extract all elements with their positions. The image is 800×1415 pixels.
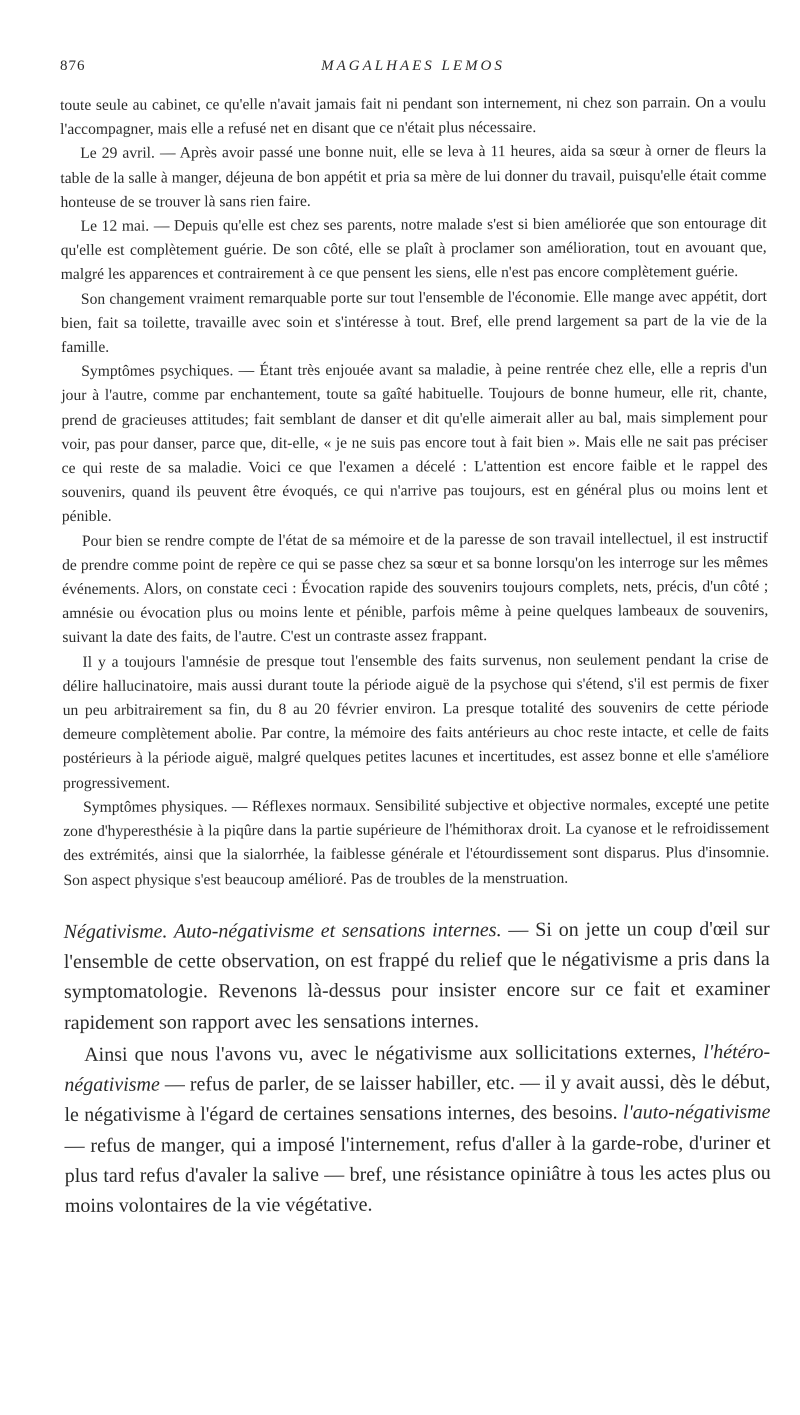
large-print-section: [64, 914, 771, 1222]
body-text: [60, 91, 771, 1222]
italic-term: l'hétéro-négativisme: [64, 1040, 771, 1097]
paragraph: Pour bien se rendre compte de l'état de sa mémoire et de la paresse de son travail intellectuel, il est instructif de prendre comme point de repère ce qui se passe chez sa sœur et sa bonne lorsqu'on les interroge sur les mêmes événements. Alors, on constate ceci : Évocation rapide des souvenirs toujours complets, nets, précis, d'un côté ; amnésie ou évocation plus ou moins lente et pénible, parfois même à peine quelques lambeaux de souvenirs, suivant la date des faits, de l'autre. C'est un contraste assez frappant.: [62, 529, 769, 647]
section-heading: Négativisme. Auto-négativisme et sensations internes.: [63, 918, 502, 943]
paragraph: Son changement vraiment remarquable porte sur tout l'ensemble de l'économie. Elle mange avec appétit, dort bien, fait sa toilette, travaille avec soin et s'intéresse à tout. Bref, elle prend largement sa part de la vie de la famille.: [60, 287, 768, 357]
paragraph-text: — refus de manger, qui a imposé l'internement, refus d'aller à la garde-robe, d'uriner et plus tard refus d'avaler la salive — bref, une résistance opiniâtre à tous les actes plus ou moins volontaires de la vie végétative.: [64, 1131, 771, 1218]
paragraph-text: Ainsi que nous l'avons vu, avec le négativisme aux sollicitations externes,: [84, 1041, 704, 1066]
section-paragraph: [64, 914, 771, 1038]
running-head: [60, 58, 766, 82]
paragraph: Le 29 avril. — Après avoir passé une bonne nuit, elle se leva à 11 heures, aida sa sœur à orner de fleurs la table de la salle à manger, déjeuna de bon appétit et pria sa mère de lui donner du travail, puisqu'elle était comme honteuse de se trouver là sans rien faire.: [60, 142, 767, 211]
paragraph-text: — Si on jette un coup d'œil sur l'ensemble de cette observation, on est frappé du relief que le négativisme a pris dans la symptomatologie. Revenons là-dessus pour insister encore sur ce fait et examiner rapidement son rapport avec les sensations internes.: [63, 917, 770, 1034]
running-title: MAGALHAES LEMOS: [321, 58, 505, 74]
paragraph-text: — refus de parler, de se laisser habiller, etc. — il y avait aussi, dès le début, le négativisme à l'égard de certaines sensations internes, des besoins.: [64, 1071, 771, 1127]
paragraph: Le 12 mai. — Depuis qu'elle est chez ses parents, notre malade s'est si bien améliorée que son entourage dit qu'elle est complètement guérie. De son côté, elle se plaît à proclamer son amélioration, tout en avouant que, malgré les apparences et contrairement à ce que pensent les siens, elle n'est pas encore complètement guérie.: [60, 214, 767, 284]
page-number: 876: [60, 58, 86, 74]
paragraph: Symptômes psychiques. — Étant très enjouée avant sa maladie, à peine rentrée chez elle, elle a repris d'un jour à l'autre, comme par enchantement, toute sa gaîté habituelle. Toujours de bonne humeur, elle rit, chante, prend de gracieuses attitudes; fait semblant de danser et dit qu'elle aimerait aller au bal, mais simplement pour voir, pas pour danser, parce que, dit-elle, « je ne suis pas encore tout à fait bien ». Mais elle ne sait pas préciser ce qui reste de sa maladie. Voici ce que l'examen a décelé : L'attention est encore faible et le rappel des souvenirs, quand ils peuvent être évoqués, ce qui n'arrive pas toujours, est en général plus ou moins lent et pénible.: [61, 360, 768, 526]
paragraph: Il y a toujours l'amnésie de presque tout l'ensemble des faits survenus, non seulement pendant la crise de délire hallucinatoire, mais aussi durant toute la période aiguë de la psychose qui s'étend, s'il est permis de fixer un peu arbitrairement sa fin, du 8 au 20 février environ. La presque totalité des souvenirs de cette période demeure complètement abolie. Par contre, la mémoire des faits antérieurs au choc reste intacte, et celle de faits postérieurs à la période aiguë, malgré quelques petites lacunes et incertitudes, est assez bonne et elle s'améliore progressivement.: [62, 650, 769, 792]
small-print-section: [60, 91, 769, 893]
italic-term: l'auto-négativisme: [622, 1101, 771, 1125]
paragraph: [64, 1037, 771, 1222]
paragraph: toute seule au cabinet, ce qu'elle n'avait jamais fait ni pendant son internement, ni chez son parrain. On a voulu l'accompagner, mais elle a refusé net en disant que ce n'était plus nécessaire.: [60, 93, 767, 139]
paragraph: Symptômes physiques. — Réflexes normaux. Sensibilité subjective et objective normales, excepté une petite zone d'hyperesthésie à la piqûre dans la partie supérieure de l'hémithorax droit. La cyanose et le refroidissement des extrémités, ainsi que la sialorrhée, la faiblesse générale et l'étourdissement sont disparus. Plus d'insomnie. Son aspect physique s'est beaucoup amélioré. Pas de troubles de la menstruation.: [63, 795, 770, 889]
